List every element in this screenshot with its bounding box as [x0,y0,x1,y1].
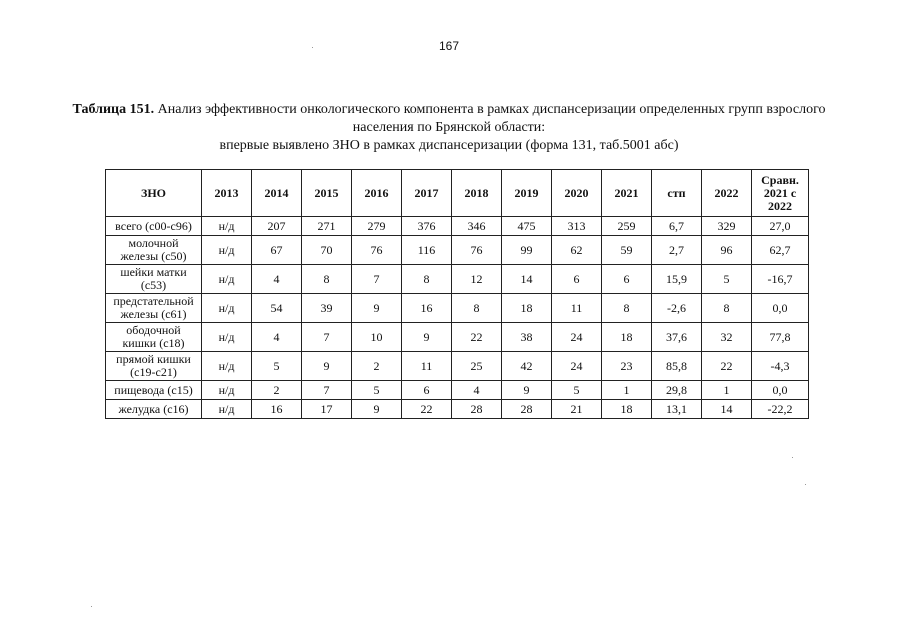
table-cell: 16 [252,400,302,419]
table-cell: 207 [252,217,302,236]
table-cell: 8 [452,294,502,323]
header-cell: 2015 [302,170,352,217]
table-cell: 1 [602,381,652,400]
table-row [106,294,809,323]
table-cell: 313 [552,217,602,236]
table-cell: 76 [352,236,402,265]
header-line: Сравн. [761,172,799,187]
data-table [105,169,809,419]
table-cell: 9 [402,323,452,352]
table-cell: 9 [502,381,552,400]
table-cell: 77,8 [752,323,809,352]
table-cell: 62 [552,236,602,265]
caption-line-3: впервые выявлено ЗНО в рамках диспансеризации (форма 131, таб.5001 абс) [219,138,679,153]
table-cell: 7 [302,381,352,400]
table-cell: 67 [252,236,302,265]
table-cell: 28 [502,400,552,419]
table-cell: 9 [352,294,402,323]
table-cell: 18 [602,400,652,419]
table-cell: 76 [452,236,502,265]
row-label [106,323,202,352]
table-cell: 1 [702,381,752,400]
table-cell: н/д [202,265,252,294]
table-cell: 11 [402,352,452,381]
table-cell: 27,0 [752,217,809,236]
table-cell: 23 [602,352,652,381]
scan-speck [91,606,92,607]
table-cell: н/д [202,294,252,323]
table-row [106,236,809,265]
header-cell: 2018 [452,170,502,217]
table-cell: 8 [402,265,452,294]
table-cell: н/д [202,400,252,419]
table-cell: 15,9 [652,265,702,294]
caption-title: Анализ эффективности онкологического компонента в рамках диспансеризации определенных групп взрослого [154,102,826,117]
table-cell: 4 [252,265,302,294]
table-cell: 8 [702,294,752,323]
table-cell: 5 [702,265,752,294]
table-cell: 13,1 [652,400,702,419]
page-number: 167 [438,39,460,53]
table-cell: 0,0 [752,294,809,323]
table-cell: 96 [702,236,752,265]
row-label-line: ободочной [126,323,181,337]
table-cell: н/д [202,323,252,352]
table-cell: 17 [302,400,352,419]
row-label [106,400,202,419]
table-cell: 271 [302,217,352,236]
table-cell: 7 [352,265,402,294]
table-cell: 7 [302,323,352,352]
table-cell: 28 [452,400,502,419]
row-label-line: всего (с00-с96) [115,218,192,233]
table-cell: 346 [452,217,502,236]
caption-line-2: населения по Брянской области: [352,120,546,135]
row-label [106,294,202,323]
header-cell: 2017 [402,170,452,217]
table-cell: -16,7 [752,265,809,294]
row-label-line: желудка (с16) [118,401,189,416]
table-row [106,217,809,236]
table-cell: 32 [702,323,752,352]
table-cell: 24 [552,323,602,352]
table-cell: 8 [602,294,652,323]
table-cell: 38 [502,323,552,352]
table-cell: 0,0 [752,381,809,400]
table-cell: 5 [552,381,602,400]
table-cell: 6,7 [652,217,702,236]
table-cell: 85,8 [652,352,702,381]
table-cell: 24 [552,352,602,381]
table-cell: 54 [252,294,302,323]
header-cell: 2021 [602,170,652,217]
row-label-line: железы (с50) [120,249,187,263]
header-line: 2022 [768,198,792,213]
header-cell: 2013 [202,170,252,217]
table-cell: 39 [302,294,352,323]
table-cell: 42 [502,352,552,381]
table-cell: 259 [602,217,652,236]
caption-label: Таблица 151. [72,102,155,117]
table-cell: 279 [352,217,402,236]
table-cell: -2,6 [652,294,702,323]
table-cell: 29,8 [652,381,702,400]
table-cell: 11 [552,294,602,323]
scan-speck [312,47,313,48]
table-row [106,265,809,294]
table-cell: 6 [552,265,602,294]
table-cell: н/д [202,236,252,265]
table-cell: 18 [502,294,552,323]
table-cell: 329 [702,217,752,236]
caption-line-1 [0,101,898,119]
header-cell: 2020 [552,170,602,217]
row-label-line: шейки матки [120,265,187,279]
table-cell: 10 [352,323,402,352]
table-cell: 9 [352,400,402,419]
row-label-line: предстательной [113,294,194,308]
table-cell: 2,7 [652,236,702,265]
table-cell: -22,2 [752,400,809,419]
header-cell: 2022 [702,170,752,217]
table-cell: -4,3 [752,352,809,381]
table-cell: 2 [352,352,402,381]
header-line: 2021 с [763,185,797,200]
table-body [106,217,809,419]
table-cell: 21 [552,400,602,419]
row-label [106,217,202,236]
table-cell: 12 [452,265,502,294]
header-cell: ЗНО [106,170,202,217]
table-cell: 9 [302,352,352,381]
table-cell: н/д [202,217,252,236]
row-label [106,352,202,381]
header-row [106,170,809,217]
table-cell: 14 [702,400,752,419]
table-cell: 4 [452,381,502,400]
table-cell: 22 [402,400,452,419]
row-label [106,236,202,265]
header-cell: 2014 [252,170,302,217]
header-cell: 2019 [502,170,552,217]
row-label-line: пищевода (с15) [114,382,193,397]
row-label [106,381,202,400]
table-cell: 6 [602,265,652,294]
table-cell: н/д [202,352,252,381]
scan-speck [805,484,806,485]
table-cell: 37,6 [652,323,702,352]
scan-speck [792,457,793,458]
table-cell: 18 [602,323,652,352]
row-label-line: (с53) [140,278,167,292]
table-cell: 475 [502,217,552,236]
table-cell: 376 [402,217,452,236]
header-cell: стп [652,170,702,217]
table-row [106,323,809,352]
table-cell: 62,7 [752,236,809,265]
row-label-line: кишки (с18) [122,336,185,350]
table-cell: н/д [202,381,252,400]
table-cell: 5 [252,352,302,381]
table-row [106,381,809,400]
row-label-line: прямой кишки [116,352,191,366]
row-label-line: железы (с61) [120,307,187,321]
table-cell: 4 [252,323,302,352]
table-cell: 22 [452,323,502,352]
table-row [106,400,809,419]
table-cell: 116 [402,236,452,265]
table-cell: 99 [502,236,552,265]
table-cell: 2 [252,381,302,400]
table-cell: 22 [702,352,752,381]
table-cell: 6 [402,381,452,400]
table-cell: 25 [452,352,502,381]
table-cell: 14 [502,265,552,294]
row-label [106,265,202,294]
table-cell: 8 [302,265,352,294]
table-cell: 16 [402,294,452,323]
table-cell: 5 [352,381,402,400]
table-cell: 59 [602,236,652,265]
header-cell-comparison [752,170,809,217]
row-label-line: (с19-с21) [130,365,177,379]
table-caption [0,101,898,155]
table-row [106,352,809,381]
row-label-line: молочной [128,236,179,250]
table-cell: 70 [302,236,352,265]
header-cell: 2016 [352,170,402,217]
